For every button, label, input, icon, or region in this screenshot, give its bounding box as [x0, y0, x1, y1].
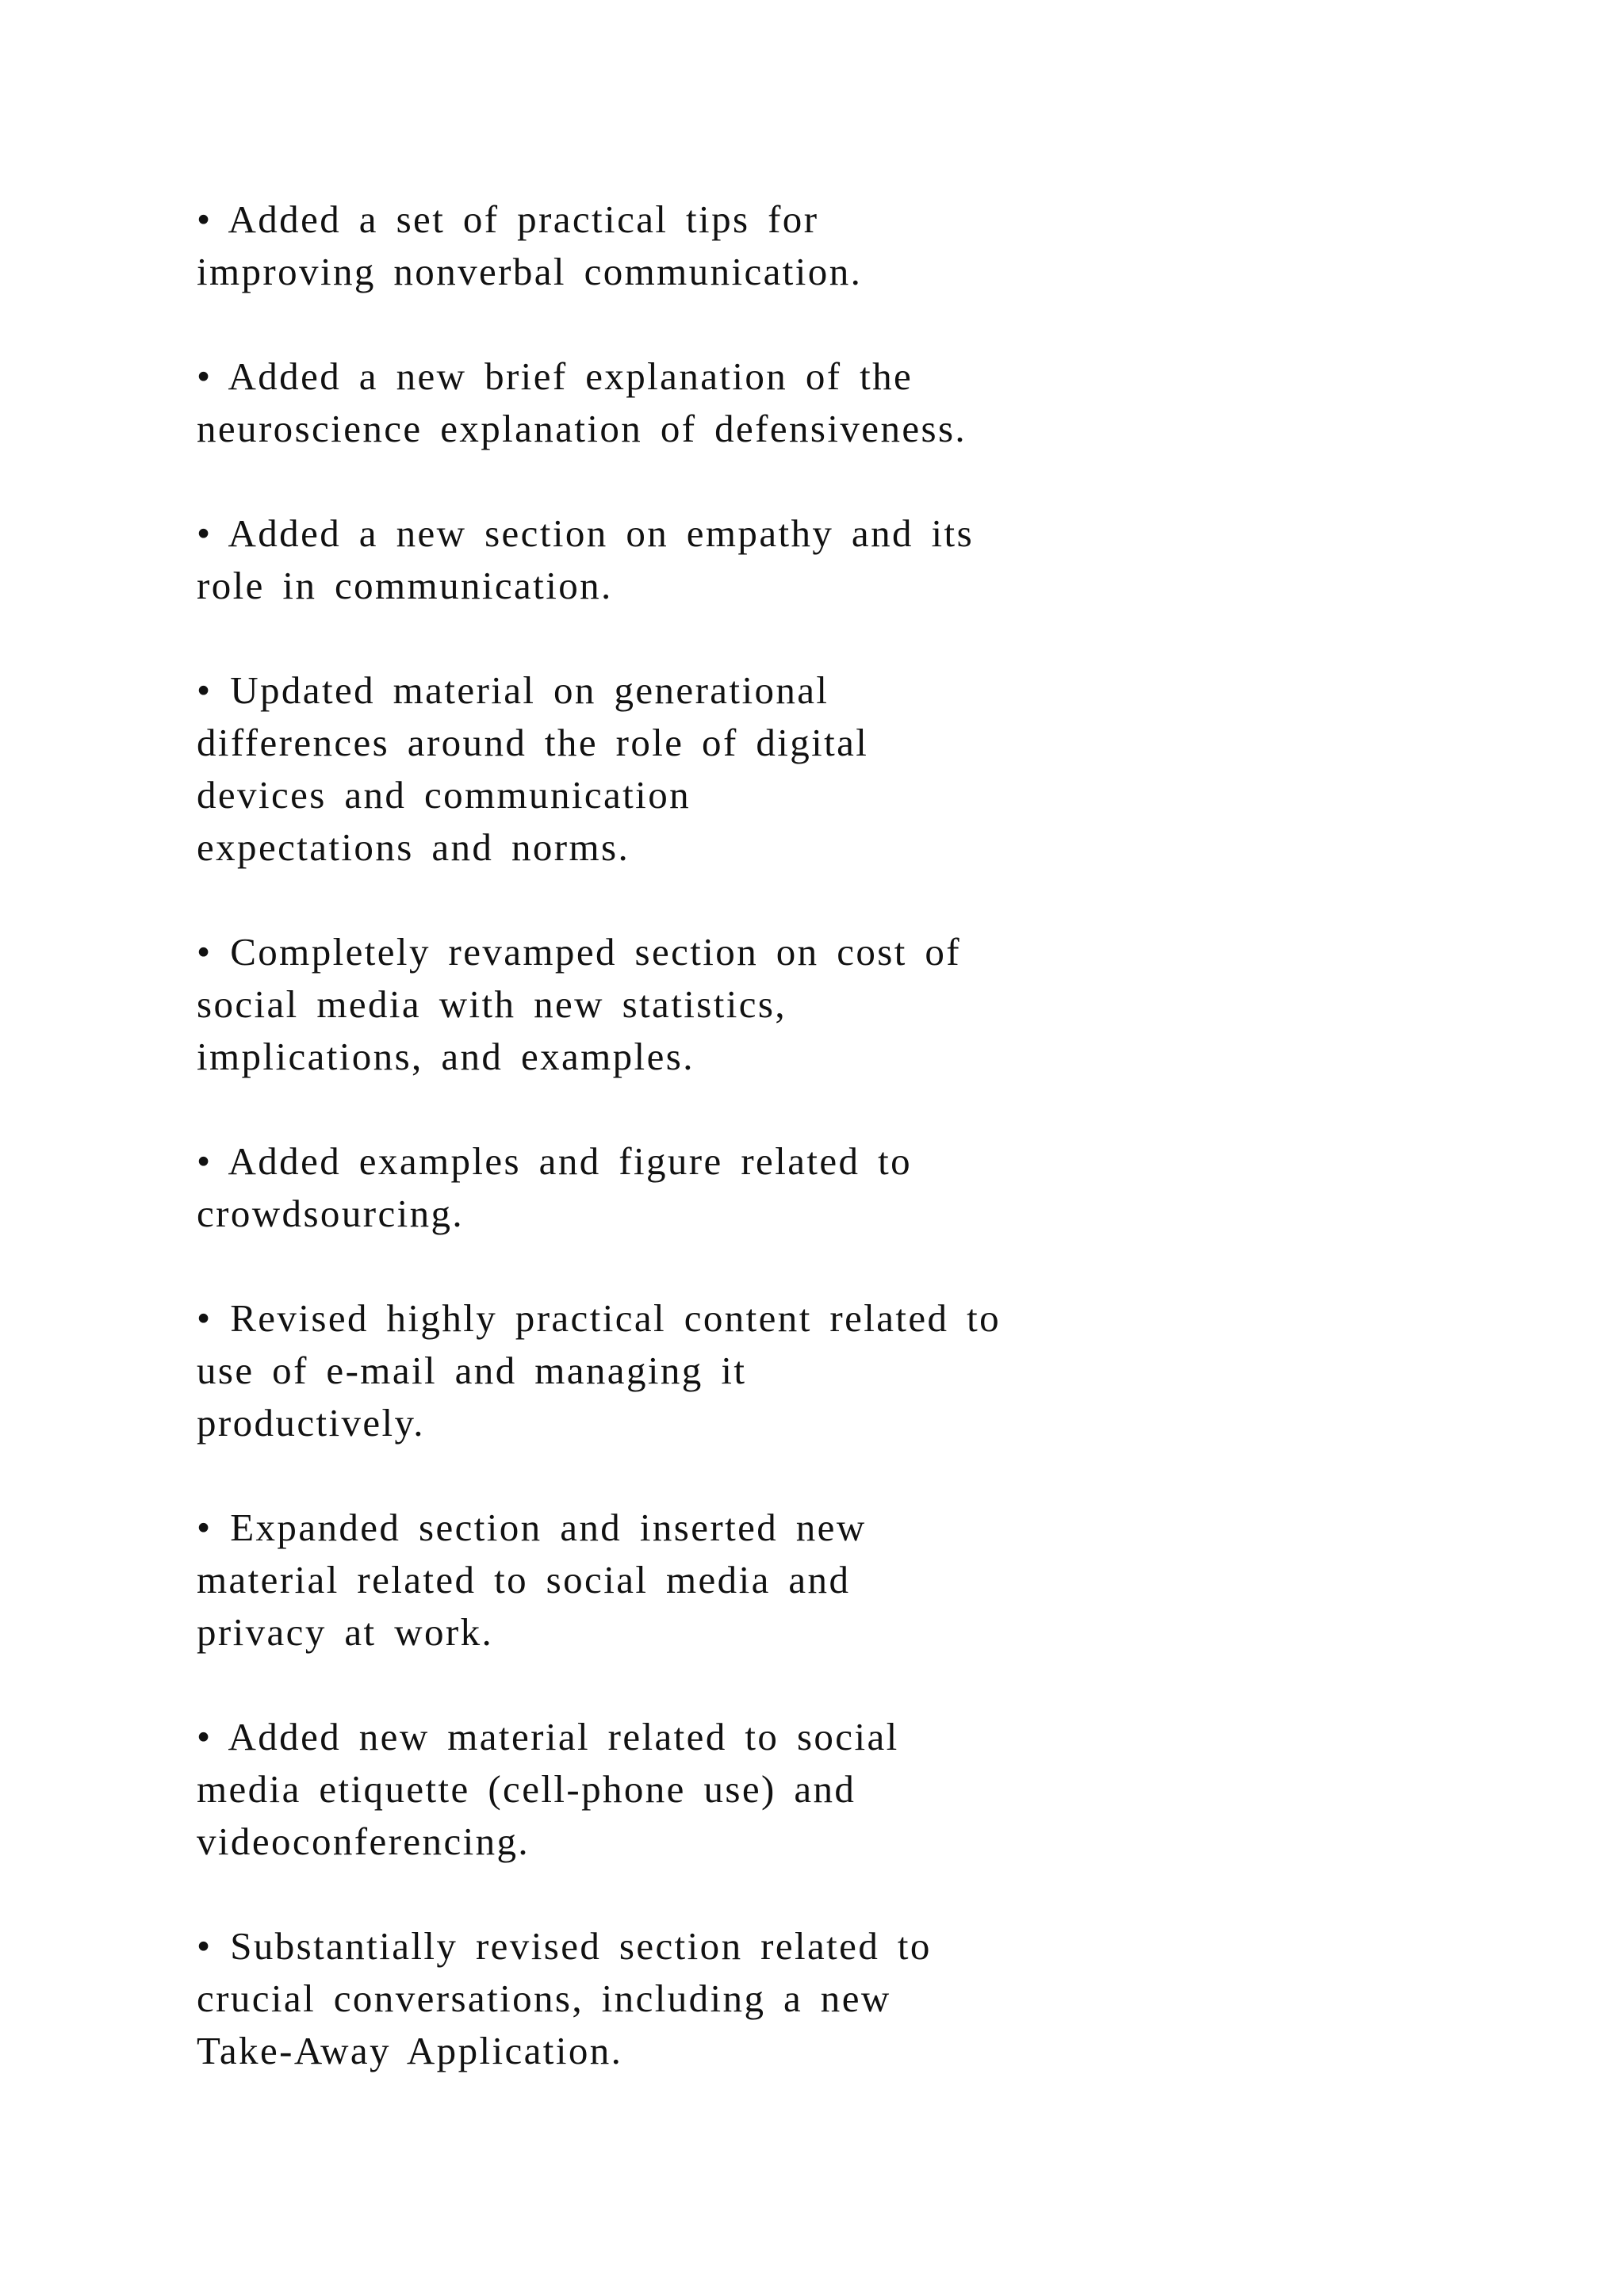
- bullet-line: crucial conversations, including a new: [197, 1976, 891, 2020]
- bullet-line: • Completely revamped section on cost of: [197, 930, 962, 974]
- bullet-line: • Added new material related to social: [197, 1715, 899, 1758]
- bullet-line: productively.: [197, 1401, 425, 1445]
- bullet-line: videoconferencing.: [197, 1820, 530, 1863]
- bullet-line: • Updated material on generational: [197, 668, 829, 712]
- bullet-item: [197, 1711, 1386, 1868]
- bullet-item: [197, 664, 1386, 874]
- bullet-line: • Expanded section and inserted new: [197, 1506, 867, 1549]
- bullet-line: • Substantially revised section related to: [197, 1924, 932, 1968]
- bullet-line: expectations and norms.: [197, 825, 630, 869]
- bullet-line: social media with new statistics,: [197, 982, 787, 1026]
- bullet-item: [197, 926, 1386, 1083]
- bullet-item: [197, 507, 1386, 612]
- bullet-line: differences around the role of digital: [197, 721, 869, 764]
- bullet-line: • Added a new section on empathy and its: [197, 511, 975, 555]
- bullet-item: [197, 1502, 1386, 1659]
- bullet-line: neuroscience explanation of defensiveness.: [197, 407, 967, 450]
- bullet-line: crowdsourcing.: [197, 1192, 465, 1235]
- bullet-line: implications, and examples.: [197, 1035, 695, 1078]
- bullet-line: material related to social media and: [197, 1558, 851, 1601]
- bullet-item: [197, 1920, 1386, 2077]
- bullet-line: devices and communication: [197, 773, 691, 817]
- bullet-line: Take-Away Application.: [197, 2029, 623, 2072]
- bullet-item: [197, 350, 1386, 455]
- bullet-line: • Added examples and figure related to: [197, 1139, 912, 1183]
- bullet-item: [197, 1135, 1386, 1240]
- bullet-line: role in communication.: [197, 564, 613, 607]
- bullet-line: use of e-mail and managing it: [197, 1349, 747, 1392]
- bullet-item: [197, 1292, 1386, 1449]
- bullet-line: privacy at work.: [197, 1610, 494, 1654]
- bullet-line: media etiquette (cell-phone use) and: [197, 1767, 856, 1811]
- bullet-item: [197, 193, 1386, 298]
- bullet-line: • Revised highly practical content related to: [197, 1296, 1002, 1340]
- revision-bullet-list: [197, 193, 1386, 2130]
- bullet-line: improving nonverbal communication.: [197, 250, 863, 293]
- bullet-line: • Added a set of practical tips for: [197, 197, 819, 241]
- bullet-line: • Added a new brief explanation of the: [197, 354, 914, 398]
